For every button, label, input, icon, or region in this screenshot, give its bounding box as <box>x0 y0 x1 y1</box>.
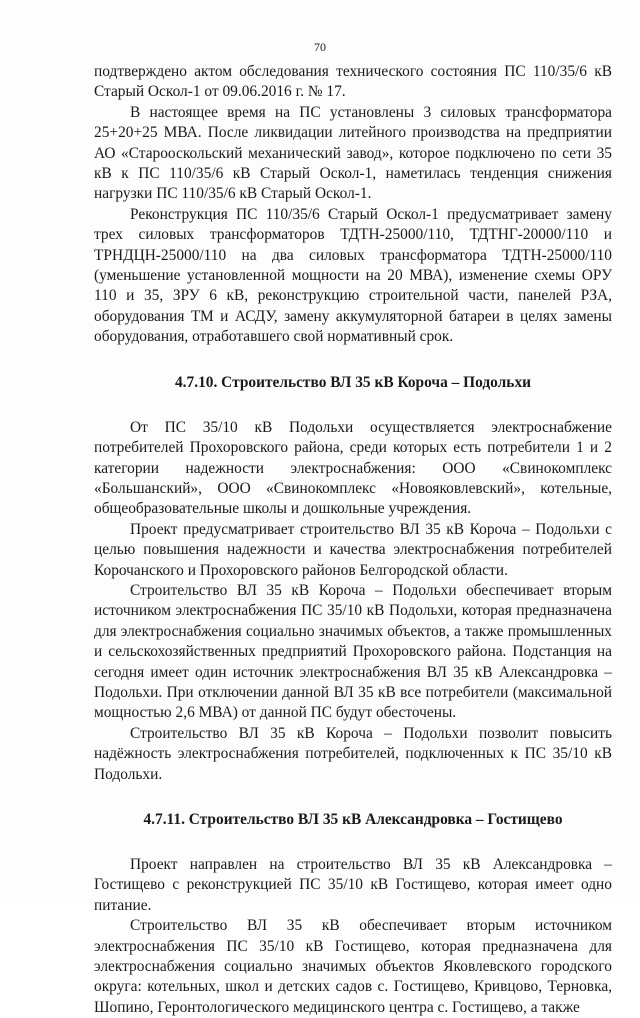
section-1-paragraph-2: Проект предусматривает строительство ВЛ 35 кВ Короча – Подольхи с целью повышения надежности и качества электроснабжения потребителей Корочанского и Прохоровского районов Белгородской области. <box>94 520 612 579</box>
section-1-paragraph-4: Строительство ВЛ 35 кВ Короча – Подольхи позволит повысить надёжность электроснабжения потребителей, подключенных к ПС 35/10 кВ Подольхи. <box>94 724 612 783</box>
paragraph-continuation: подтверждено актом обследования технического состояния ПС 110/35/6 кВ Старый Оскол-1 от 09.06.2016 г. № 17. <box>94 63 612 101</box>
section-heading-4-7-10: 4.7.10. Строительство ВЛ 35 кВ Короча – Подольхи <box>174 373 532 391</box>
section-1-paragraph-1: От ПС 35/10 кВ Подольхи осуществляется электроснабжение потребителей Прохоровского района, среди которых есть потребители 1 и 2 категории надежности электроснабжения: ООО «Свинокомплекс «Большанский», ООО «Свинокомплекс «Новояковлевский», котельные, общеобразовательные школы и дошкольные учреждения. <box>94 418 612 518</box>
section-2-paragraph-1: Проект направлен на строительство ВЛ 35 кВ Александровка – Гостищево с реконструкцией ПС 35/10 кВ Гостищево, которая имеет одно питание. <box>94 856 612 914</box>
section-heading-4-7-11: 4.7.11. Строительство ВЛ 35 кВ Александровка – Гостищево <box>143 811 563 828</box>
section-1-paragraph-3: Строительство ВЛ 35 кВ Короча – Подольхи обеспечивает вторым источником электроснабжения ПС 35/10 кВ Подольхи, которая предназначена для электроснабжения социально значимых объектов, а также промышленных и сельскохозяйственных предприятий Прохоровского района. Подстанция на сегодня имеет один источник электроснабжения ВЛ 35 кВ Александровка – Подольхи. При отключении данной ВЛ 35 кВ все потребители (максимальной мощностью 2,6 МВА) от данной ПС будут обесточены. <box>94 581 612 722</box>
section-2-paragraph-2: Строительство ВЛ 35 кВ обеспечивает вторым источником электроснабжения ПС 35/10 кВ Гостищево, которая предназначена для электроснабжения социально значимых объектов Яковлевского городского округа: котельных, школ и детских садов с. Гостищево, Кривцово, Терновка, Шопино, Геронтологического медицинского центра с. Гостищево, а также <box>94 917 612 1016</box>
paragraph-reconstruction: Реконструкция ПС 110/35/6 Старый Оскол-1 предусматривает замену трех силовых трансформаторов ТДТН-25000/110, ТДТНГ-20000/110 и ТРНДЦН-25000/110 на два силовых трансформатора ТДТН-25000/110 (уменьшение установленной мощности на 20 МВА), изменение схемы ОРУ 110 и 35, ЗРУ 6 кВ, реконструкцию строительной части, панелей РЗА, оборудования ТМ и АСДУ, замену аккумуляторной батареи в целях замены оборудования, отработавшего свой нормативный срок. <box>94 205 612 346</box>
page-number: 70 <box>314 40 326 54</box>
paragraph-transformers: В настоящее время на ПС установлены 3 силовых трансформатора 25+20+25 МВА. После ликвидации литейного производства на предприятии АО «Старооскольский механический завод», которое подключено по сети 35 кВ к ПС 110/35/6 кВ Старый Оскол-1, наметилась тенденция снижения нагрузки ПС 110/35/6 кВ Старый Оскол-1. <box>94 103 612 203</box>
page-content <box>94 62 612 1018</box>
